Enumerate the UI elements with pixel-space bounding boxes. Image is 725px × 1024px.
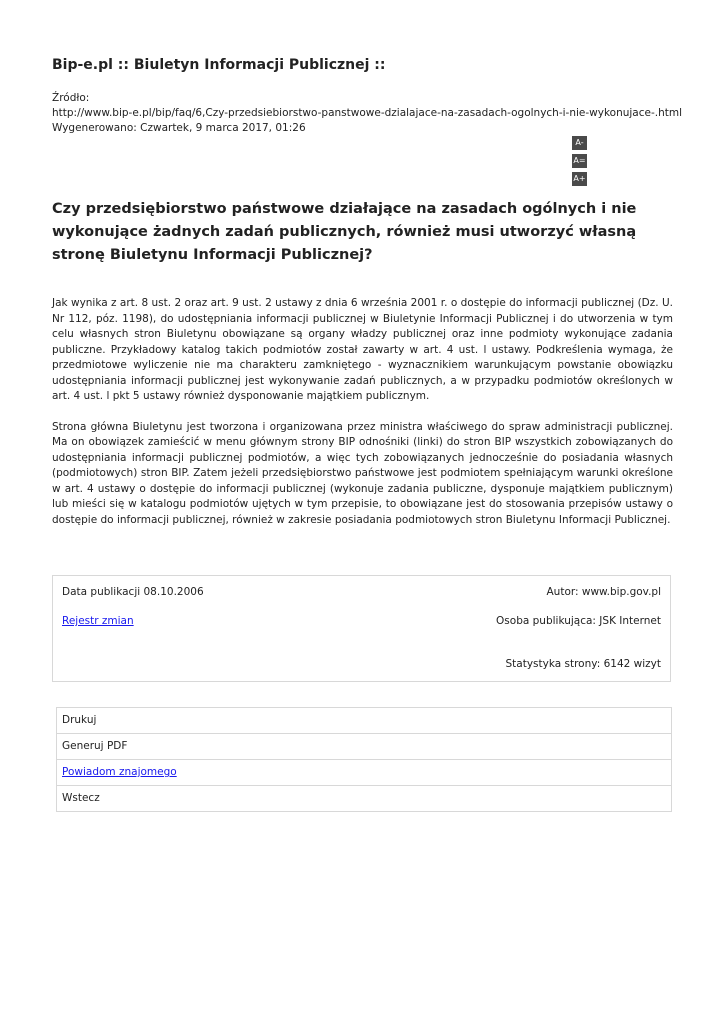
author: Autor: www.bip.gov.pl (546, 586, 661, 598)
font-decrease-icon[interactable]: A- (572, 136, 587, 150)
publisher: Osoba publikująca: JSK Internet (496, 615, 661, 627)
site-title: Bip-e.pl :: Biuletyn Informacji Publicznej :: (52, 57, 386, 73)
article-paragraph: Strona główna Biuletynu jest tworzona i organizowana przez ministra właściwego do spraw administracji publicznej. Ma on obowiązek zamieścić w menu głównym strony BIP odnośniki (linki) do stron BIP wszystkich zobowiązanych do udostępniania informacji publicznej podmiotów, a więc tych zobowiązanych jednocześnie do posiadania własnych (podmiotowych) stron BIP. Zatem jeżeli przedsiębiorstwo państwowe jest podmiotem spełniającym warunki określone w art. 4 ustawy o dostępie do informacji publicznej (wykonuje zadania publiczne, dysponuje majątkiem publicznym) lub mieści się w katalogu podmiotów ujętych w tym przepisie, to obowiązane jest do stosowania przepisów ustawy o dostępie do informacji publicznej, również w zakresie posiadania podmiotowych stron Biuletynu Informacji Publicznej. (52, 420, 673, 526)
page-meta (52, 91, 682, 136)
article-body (52, 296, 673, 543)
article-title: Czy przedsiębiorstwo państwowe działające na zasadach ogólnych i nie wykonujące żadnych zadań publicznych, również musi utworzyć własną stronę Biuletynu Informacji Publicznej? (52, 201, 637, 263)
publication-info (52, 575, 671, 682)
print-button[interactable]: Drukuj (57, 708, 671, 734)
publication-date: Data publikacji 08.10.2006 (62, 586, 204, 598)
source-url: http://www.bip-e.pl/bip/faq/6,Czy-przedsiebiorstwo-panstwowe-dzialajace-na-zasadach-ogolnych-i-nie-wykonujace-.html (52, 107, 683, 119)
font-size-tools (572, 136, 587, 186)
font-increase-icon[interactable]: A+ (572, 172, 587, 186)
article-paragraph: Jak wynika z art. 8 ust. 2 oraz art. 9 ust. 2 ustawy z dnia 6 września 2001 r. o dostępie do informacji publicznej (Dz. U. Nr 112, póz. 1198), do udostępniania informacji publicznej w Biuletynie Informacji Publicznej i do utworzenia w tym celu własnych stron Biuletynu obowiązane są organy władzy publicznej oraz inne podmioty wykonujące zadania publiczne. Przykładowy katalog takich podmiotów został zawarty w art. 4 ust. l ustawy. Podkreślenia wymaga, że przedmiotowe wyliczenie nie ma charakteru zamkniętego - wyznacznikiem warunkującym powstanie obowiązku udostępniania informacji publicznej jest wykonywanie zadań publicznych, a w przypadku podmiotów określonych w art. 4 ust. l pkt 5 ustawy również dysponowanie majątkiem publicznym. (52, 297, 673, 402)
back-button[interactable]: Wstecz (62, 792, 100, 804)
source-label: Źródło: (52, 92, 90, 104)
page-stats: Statystyka strony: 6142 wizyt (505, 658, 661, 670)
notify-friend-row (57, 760, 671, 786)
notify-friend-link[interactable]: Powiadom znajomego (62, 766, 177, 778)
page-actions (56, 707, 672, 812)
change-register-link[interactable]: Rejestr zmian (62, 615, 134, 627)
font-reset-icon[interactable]: A= (572, 154, 587, 168)
generated-date: Wygenerowano: Czwartek, 9 marca 2017, 01:26 (52, 122, 306, 134)
generate-pdf-button[interactable]: Generuj PDF (57, 734, 671, 760)
